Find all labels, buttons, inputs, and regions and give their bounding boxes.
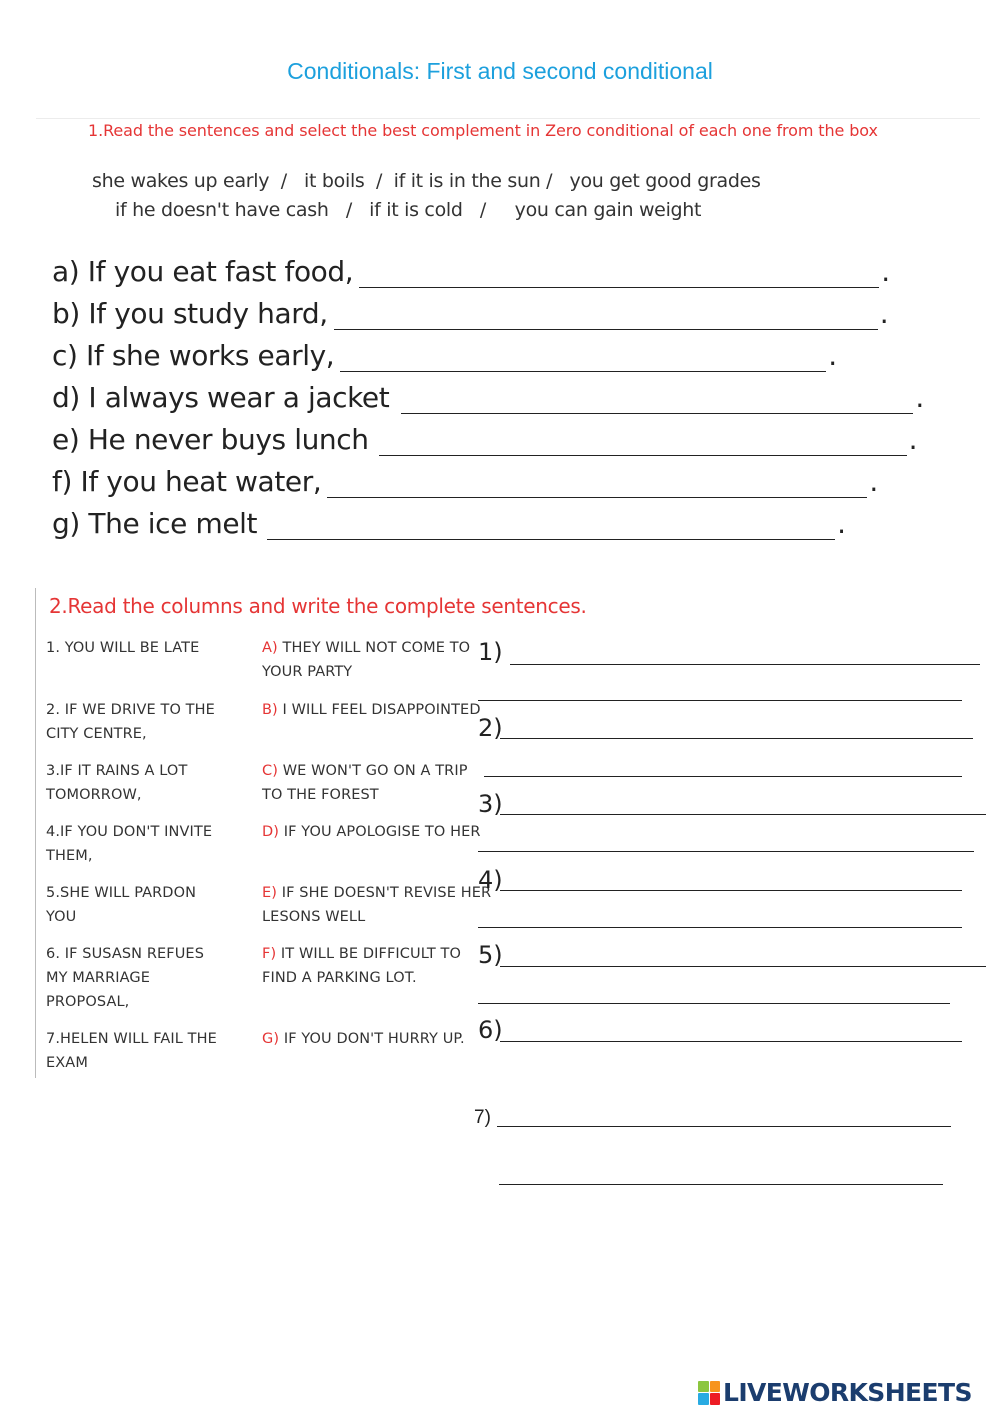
- item-letter: A): [262, 640, 278, 656]
- answer-blank-a[interactable]: [359, 263, 879, 288]
- question-text: f) If you heat water,: [52, 465, 322, 498]
- item-text: I WILL FEEL DISAPPOINTED: [282, 702, 481, 718]
- question-a: [52, 255, 890, 288]
- right-item-d: [262, 820, 492, 844]
- item-text: IF SHE DOESN'T REVISE HER LESONS WELL: [262, 885, 492, 925]
- answer-line-1a[interactable]: [510, 664, 980, 665]
- question-text: g) The ice melt: [52, 507, 258, 540]
- left-item-5: 5.SHE WILL PARDON YOU: [46, 885, 197, 925]
- item-letter: F): [262, 946, 277, 962]
- question-end: .: [879, 297, 889, 330]
- answer-number-3: 3): [478, 790, 503, 818]
- question-text: b) If you study hard,: [52, 297, 328, 330]
- question-end: .: [869, 465, 878, 498]
- left-item-7: 7.HELEN WILL FAIL THE EXAM: [46, 1031, 217, 1071]
- right-item-b: [262, 698, 492, 722]
- section2-heading: 2.Read the columns and write the complete sentences.: [49, 594, 587, 618]
- answer-number-6: 6): [478, 1016, 503, 1044]
- right-item-a: [262, 636, 482, 684]
- item-text: IF YOU DON'T HURRY UP.: [283, 1031, 465, 1047]
- left-item-3: 3.IF IT RAINS A LOT TOMORROW,: [46, 763, 188, 803]
- answer-line-3b[interactable]: [478, 851, 974, 852]
- answer-blank-e[interactable]: [379, 431, 907, 456]
- question-f: [52, 465, 878, 498]
- item-letter: G): [262, 1031, 280, 1047]
- answer-line-2a[interactable]: [500, 738, 973, 739]
- logo-squares-icon: [698, 1381, 720, 1405]
- options-line-1: she wakes up early / it boils / if it is in the sun / you get good grades: [92, 170, 761, 192]
- answer-number-5: 5): [478, 941, 503, 969]
- item-text: THEY WILL NOT COME TO YOUR PARTY: [262, 640, 471, 680]
- item-letter: D): [262, 824, 280, 840]
- answer-line-5a[interactable]: [500, 966, 986, 967]
- logo-text: LIVEWORKSHEETS: [723, 1378, 972, 1407]
- answer-blank-f[interactable]: [327, 473, 867, 498]
- question-c: [52, 339, 837, 372]
- question-e: [52, 423, 917, 456]
- answer-line-4a[interactable]: [500, 890, 962, 891]
- item-letter: B): [262, 702, 278, 718]
- right-item-e: [262, 881, 494, 929]
- answer-number-4: 4): [478, 866, 503, 894]
- worksheet-title: Conditionals: First and second conditional: [287, 58, 713, 84]
- left-item-1: 1. YOU WILL BE LATE: [46, 640, 200, 656]
- answer-number-2: 2): [478, 714, 503, 742]
- right-item-f: [262, 942, 472, 990]
- question-end: .: [881, 255, 890, 288]
- item-text: IT WILL BE DIFFICULT TO FIND A PARKING LOT.: [262, 946, 462, 986]
- answer-line-4b[interactable]: [478, 927, 962, 928]
- question-text: e) He never buys lunch: [52, 423, 369, 456]
- section1-heading: 1.Read the sentences and select the best complement in Zero conditional of each one from the box: [88, 121, 878, 140]
- answer-blank-d[interactable]: [401, 389, 913, 414]
- answer-blank-g[interactable]: [267, 515, 835, 540]
- answer-line-5b[interactable]: [478, 1003, 950, 1004]
- answer-line-2b[interactable]: [484, 776, 962, 777]
- answer-blank-b[interactable]: [334, 305, 878, 330]
- question-b: [52, 297, 888, 330]
- answer-line-6a[interactable]: [500, 1041, 962, 1042]
- question-text: c) If she works early,: [52, 339, 335, 372]
- question-d: [52, 381, 924, 414]
- left-item-2: 2. IF WE DRIVE TO THE CITY CENTRE,: [46, 702, 215, 742]
- left-item-4: 4.IF YOU DON'T INVITE THEM,: [46, 824, 213, 864]
- section2-border: [35, 588, 36, 1078]
- item-text: IF YOU APOLOGISE TO HER: [283, 824, 481, 840]
- answer-line-7b[interactable]: [499, 1184, 943, 1185]
- liveworksheets-logo[interactable]: [698, 1378, 972, 1407]
- answer-blank-c[interactable]: [340, 347, 826, 372]
- options-line-2: if he doesn't have cash / if it is cold / you can gain weight: [115, 199, 702, 221]
- question-end: .: [837, 507, 846, 540]
- item-letter: C): [262, 763, 278, 779]
- right-item-g: [262, 1027, 482, 1051]
- answer-number-1: 1): [478, 638, 503, 666]
- question-g: [52, 507, 846, 540]
- answer-line-1b[interactable]: [478, 700, 962, 701]
- answer-number-7: 7): [474, 1107, 491, 1128]
- right-item-c: [262, 759, 482, 807]
- question-end: .: [915, 381, 924, 414]
- item-text: WE WON'T GO ON A TRIP TO THE FOREST: [262, 763, 468, 803]
- question-end: .: [828, 339, 837, 372]
- answer-line-3a[interactable]: [500, 814, 986, 815]
- question-end: .: [908, 423, 918, 456]
- item-letter: E): [262, 885, 278, 901]
- question-text: d) I always wear a jacket: [52, 381, 390, 414]
- left-item-6: 6. IF SUSASN REFUES MY MARRIAGE PROPOSAL,: [46, 946, 204, 1010]
- answer-line-7a[interactable]: [497, 1126, 951, 1127]
- question-text: a) If you eat fast food,: [52, 255, 354, 288]
